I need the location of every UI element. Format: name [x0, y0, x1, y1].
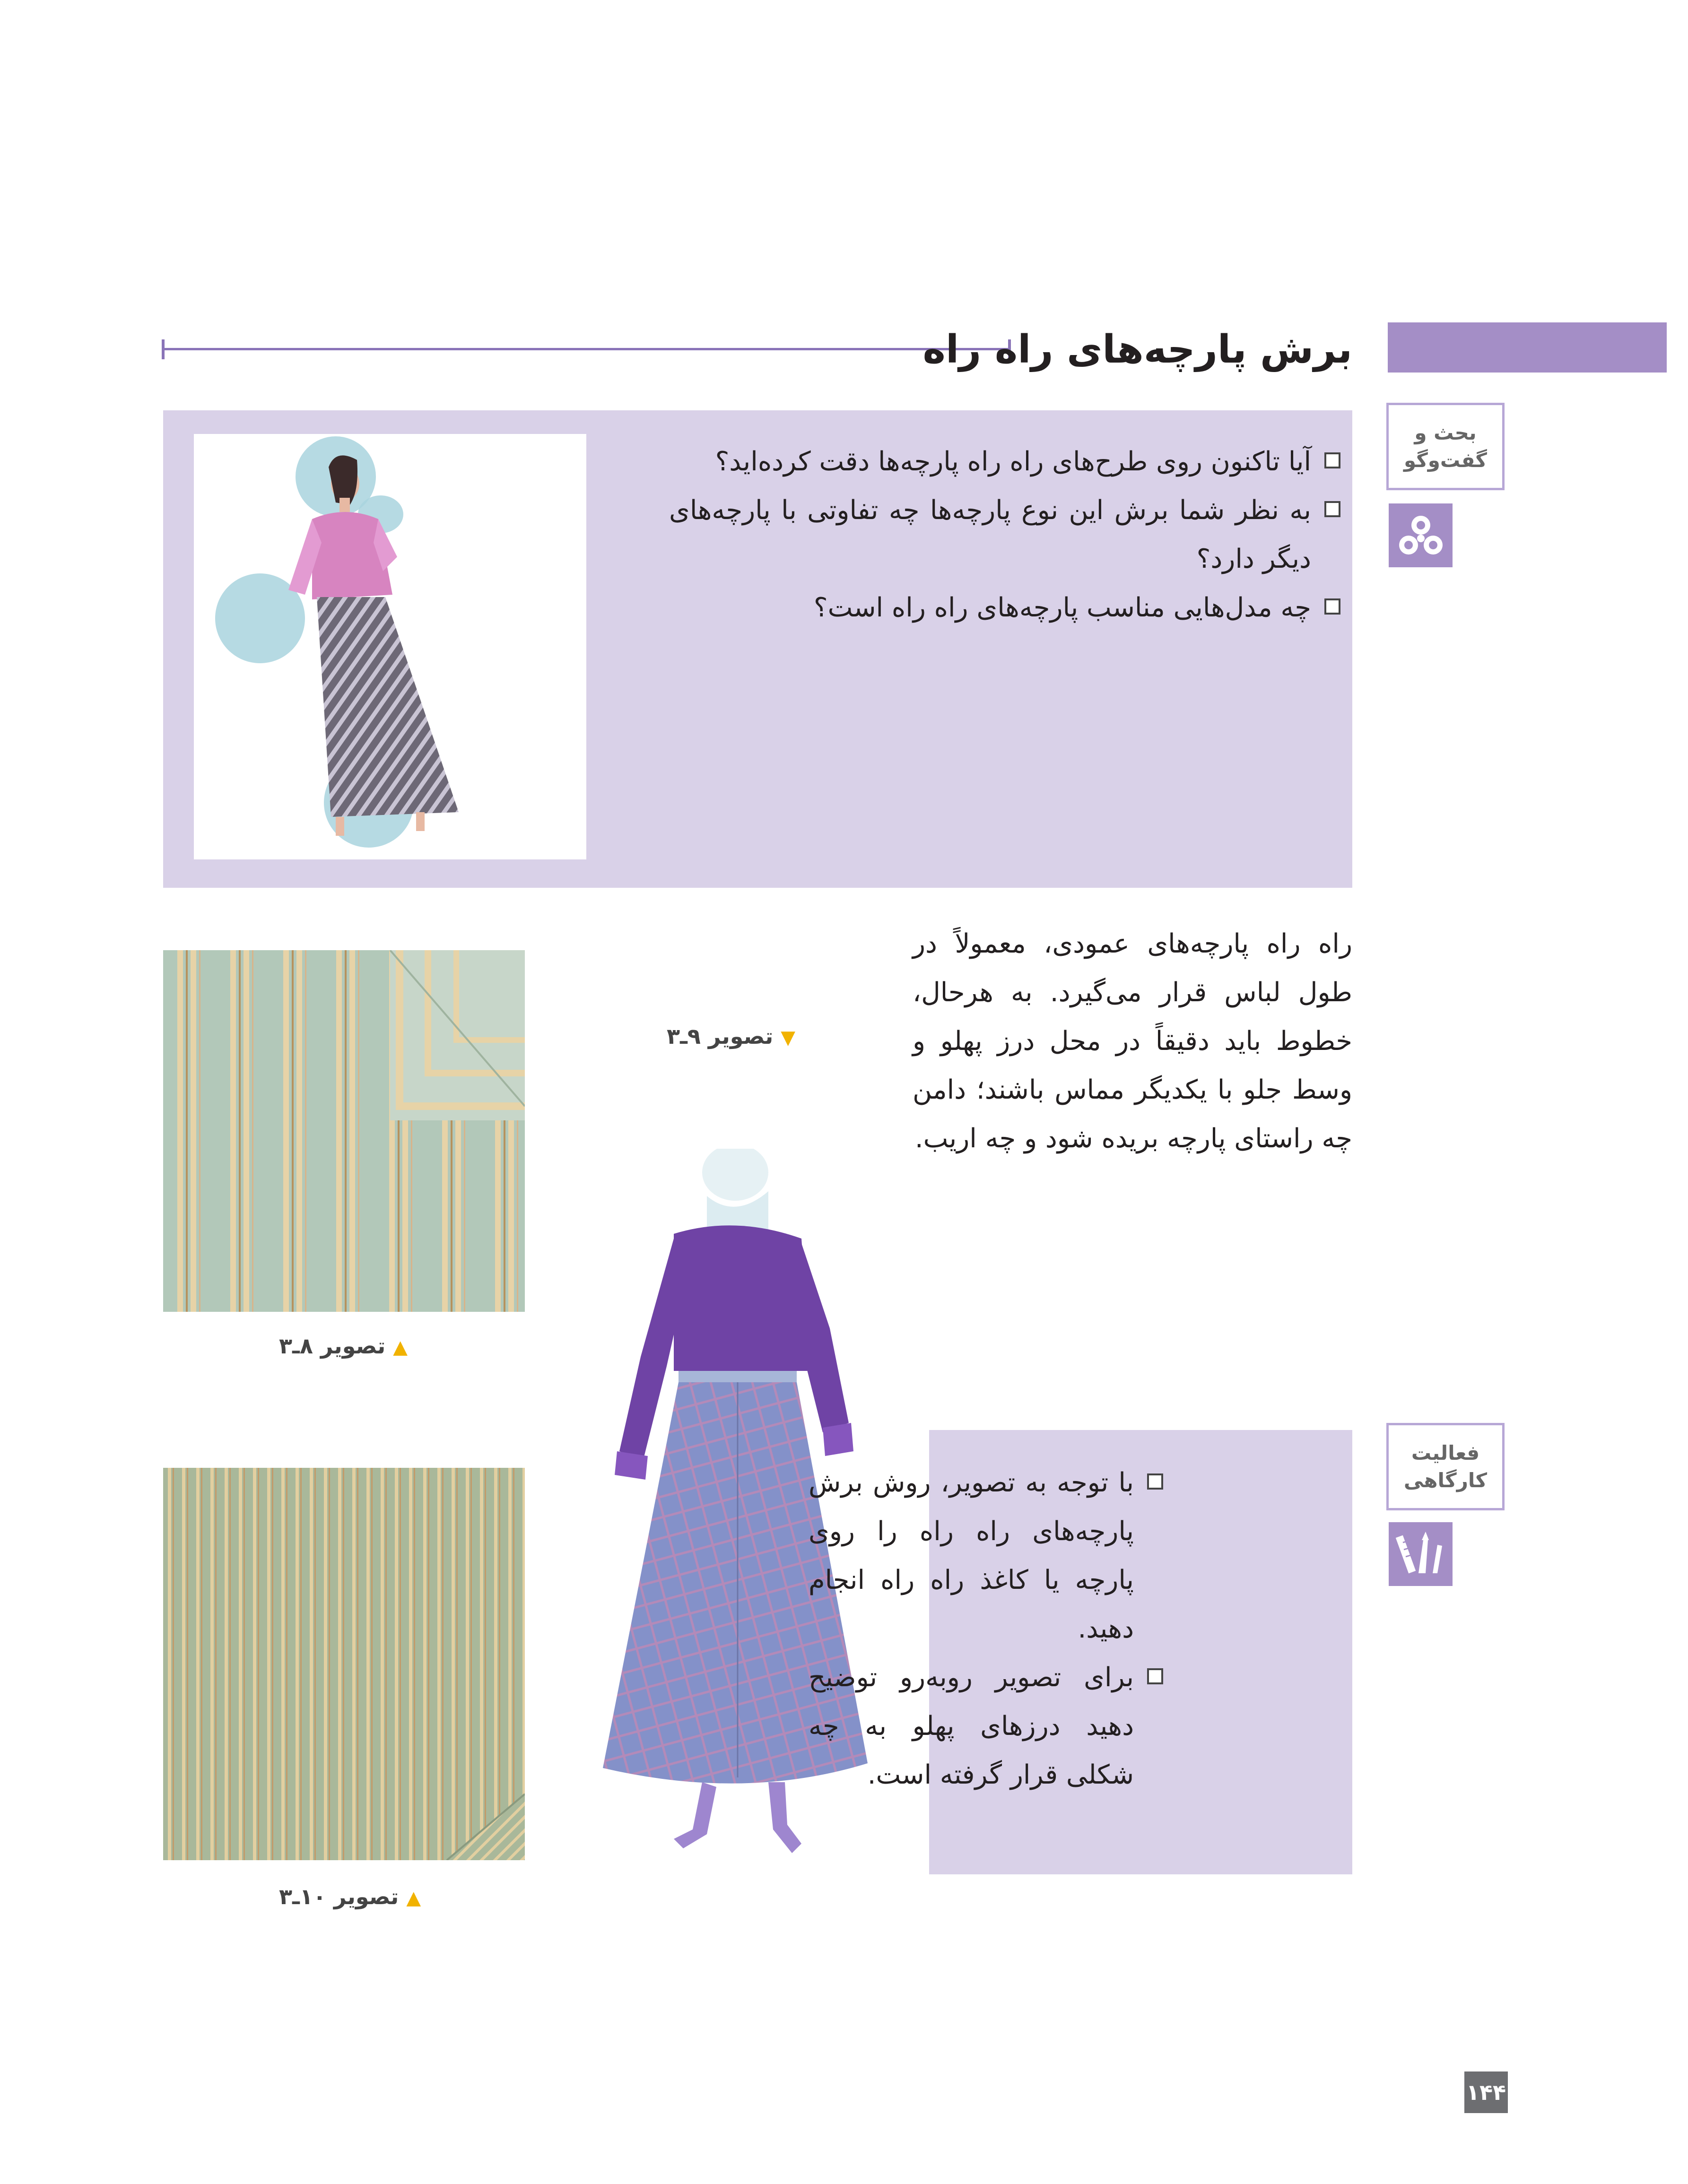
figure-10-caption: ▲ تصویر ۱۰ـ۳ — [279, 1884, 421, 1909]
page-title: برش پارچه‌های راه راه — [922, 327, 1352, 372]
group-discussion-icon — [1389, 503, 1453, 567]
list-item: برای تصویر روبه‌رو توضیح دهید درزهای پهلو به چه شکلی قرار گرفته است. — [809, 1653, 1163, 1799]
checkbox-icon — [1324, 598, 1340, 615]
triangle-up-icon: ▲ — [406, 1887, 421, 1909]
checkbox-icon — [1147, 1668, 1163, 1684]
discussion-questions — [669, 437, 1340, 632]
page-number: ۱۴۴ — [1464, 2071, 1508, 2113]
checkbox-icon — [1324, 452, 1340, 468]
figure-8-caption: ▲ تصویر ۸ـ۳ — [279, 1333, 408, 1359]
title-rule — [163, 348, 1009, 350]
checkbox-icon — [1147, 1473, 1163, 1490]
activity-items — [809, 1458, 1163, 1799]
list-item: با توجه به تصویر، روش برش پارچه‌های راه راه را روی پارچه یا کاغذ راه راه انجام دهید. — [809, 1458, 1163, 1653]
figure-10-fine-striped-fabric — [163, 1468, 525, 1860]
discussion-label: بحث و گفت‌وگو — [1386, 403, 1505, 490]
figure-9-caption: ▼ تصویر ۹ـ۳ — [667, 1023, 796, 1049]
workshop-tools-icon — [1389, 1522, 1453, 1586]
title-rule-cap-left — [162, 339, 165, 359]
list-item: به نظر شما برش این نوع پارچه‌ها چه تفاوتی با پارچه‌های دیگر دارد؟ — [669, 486, 1340, 583]
list-item: چه مدل‌هایی مناسب پارچه‌های راه راه است؟ — [669, 583, 1340, 632]
checkbox-icon — [1324, 501, 1340, 517]
striped-skirt-illustration — [194, 434, 586, 859]
title-accent-bar — [1388, 322, 1667, 373]
figure-8-striped-fabric — [163, 950, 525, 1312]
activity-label: فعالیت کارگاهی — [1386, 1423, 1505, 1510]
body-paragraph: راه راه پارچه‌های عمودی، معمولاً در طول لباس قرار می‌گیرد. به هرحال، خطوط باید دقیقاً در محل درز پهلو و وسط جلو با یکدیگر مماس باشند؛ دامن چه راستای پارچه بریده شود و چه اریب. — [913, 928, 1352, 1154]
triangle-up-icon: ▲ — [393, 1336, 408, 1358]
list-item: آیا تاکنون روی طرح‌های راه راه پارچه‌ها دقت کرده‌اید؟ — [669, 437, 1340, 486]
triangle-down-icon: ▼ — [781, 1027, 796, 1049]
